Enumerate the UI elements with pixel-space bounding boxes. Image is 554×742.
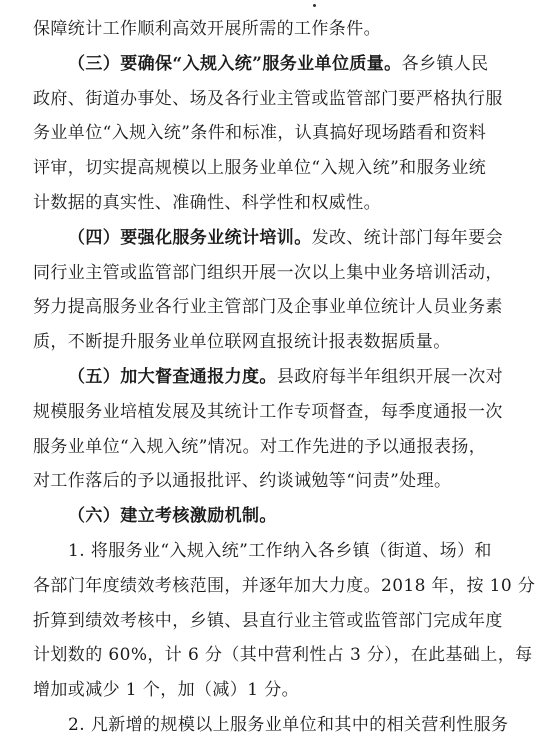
section-6-heading: （六）建立考核激励机制。 [68,506,277,527]
section-3-heading-line [68,47,554,81]
text-segment: 折算到绩效考核中，乡镇、县直行业主管或监管部门完成年度 [33,610,503,631]
section-3-heading: （三）要确保“入规入统”服务业单位质量。 [68,53,402,74]
text-line-14 [33,464,553,498]
text-segment: 同行业主管或监管部门组织开展一次以上集中业务培训活动， [33,262,503,283]
page-marker-dot [313,4,316,7]
text-segment: 保障统计工作顺利高效开展所需的工作条件。 [33,19,381,39]
text-segment: 各部门年度绩效考核范围，并逐年加大力度。2018 年，按 10 分 [33,575,536,596]
text-segment: 服务业单位“入规入统”情况。对工作先进的予以通报表扬， [33,436,487,457]
text-line-5 [33,151,553,185]
text-line-8 [33,256,553,290]
text-segment: 质，不断提升服务业单位联网直报统计报表数据质量。 [33,332,451,353]
text-line-18 [33,604,553,638]
section-6-heading-line [68,499,554,533]
text-segment: 努力提高服务业各行业主管部门及企事业单位统计人员业务素 [33,297,503,318]
text-segment: 1. 将服务业“入规入统”工作纳入各乡镇（街道、场）和 [68,541,492,561]
text-segment: 增加或减少 1 个，加（减）1 分。 [33,680,300,701]
text-segment: 务业单位“入规入统”条件和标准，认真搞好现场踏看和资料 [33,123,487,144]
text-line-10 [33,325,553,359]
text-line-4 [33,116,553,150]
text-segment: 对工作落后的予以通报批评、约谈诫勉等“问责”处理。 [33,471,452,492]
text-segment: 政府、街道办事处、场及各行业主管或监管部门要严格执行服 [33,88,503,109]
text-line-3 [33,82,553,116]
text-line-21 [68,708,554,742]
text-line-12 [33,395,553,429]
item-1-line [68,534,554,568]
text-line-13 [33,430,553,464]
text-line-1 [33,12,553,46]
text-line-19 [33,638,553,672]
text-segment: 2. 凡新增的规模以上服务业单位和其中的相关营利性服务 [68,715,509,735]
text-segment: 评审，切实提高规模以上服务业单位“入规入统”和服务业统 [33,158,487,179]
text-line-17 [33,569,553,603]
section-4-heading-line [68,221,554,255]
text-segment: 计数据的真实性、准确性、科学性和权威性。 [33,193,381,213]
text-segment: 各乡镇人民 [401,53,489,74]
text-segment: 发改、统计部门每年要会 [311,227,504,248]
section-4-heading: （四）要强化服务业统计培训。 [68,227,312,248]
text-line-6 [33,186,553,220]
text-segment: 计划数的 60%，计 6 分（其中营利性占 3 分），在此基础上，每 [33,645,533,666]
section-5-heading: （五）加大督查通报力度。 [68,367,277,387]
text-line-20 [33,673,553,707]
section-5-heading-line [68,360,554,394]
text-segment: 规模服务业培植发展及其统计工作专项督查，每季度通报一次 [33,401,503,422]
text-segment: 县政府每半年组织开展一次对 [276,367,504,387]
text-line-9 [33,290,553,324]
